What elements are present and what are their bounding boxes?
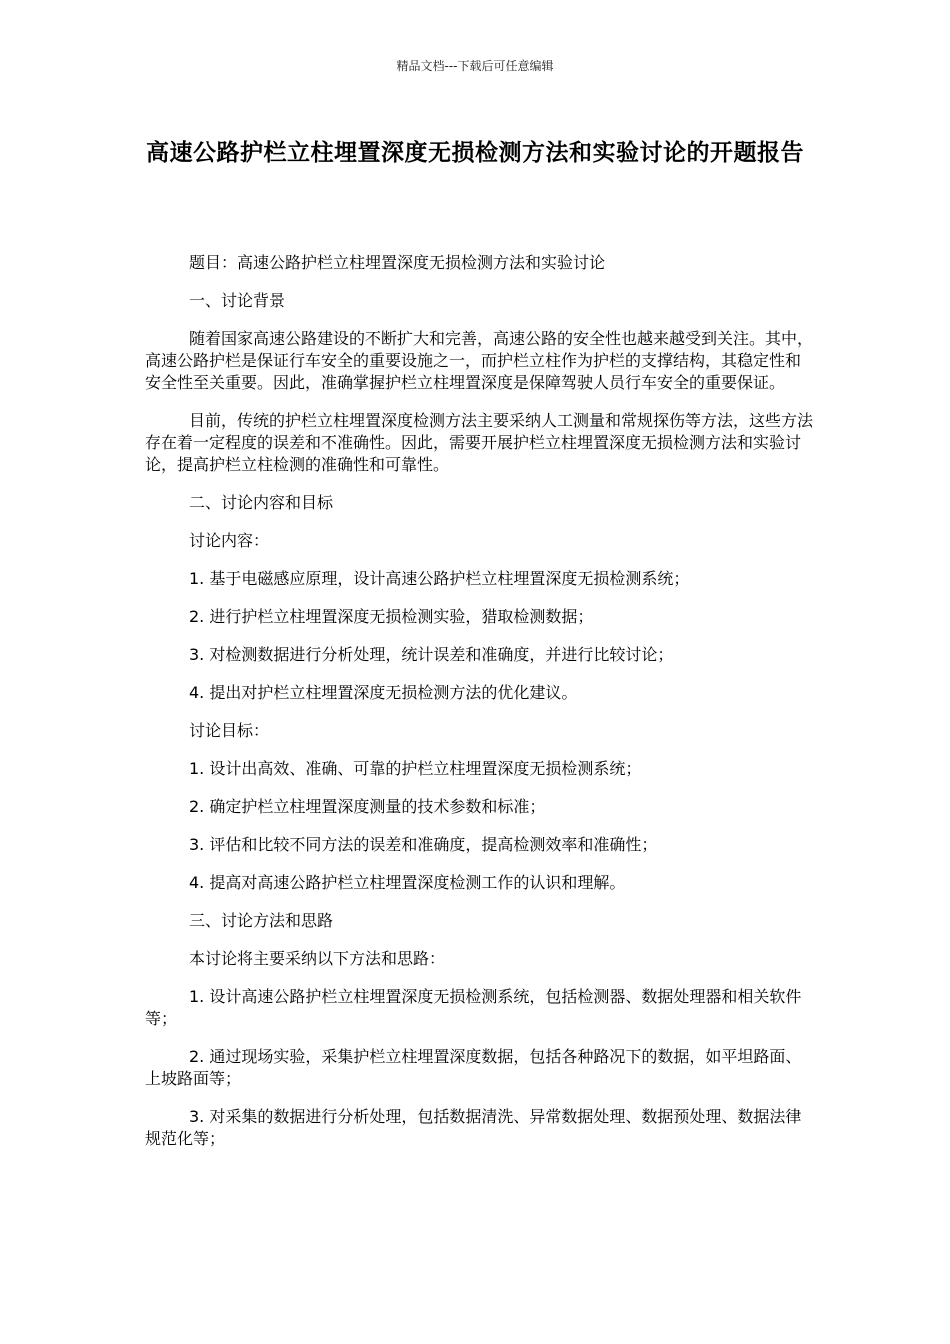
background-paragraph-2: 目前，传统的护栏立柱埋置深度检测方法主要采纳人工测量和常规探伤等方法，这些方法存在着一定程度的误差和不准确性。因此，需要开展护栏立柱埋置深度无损检测方法和实验讨论，提高护栏立柱检测的准确性和可靠性。 xyxy=(145,411,814,474)
section-heading-methods: 三、讨论方法和思路 xyxy=(189,911,334,930)
section-heading-content-goals: 二、讨论内容和目标 xyxy=(189,493,334,512)
goals-label: 讨论目标： xyxy=(189,721,270,740)
content-label: 讨论内容： xyxy=(189,531,270,550)
topic-line: 题目：高速公路护栏立柱埋置深度无损检测方法和实验讨论 xyxy=(189,253,606,272)
goal-item-4: 4. 提高对高速公路护栏立柱埋置深度检测工作的认识和理解。 xyxy=(189,873,626,892)
method-item-3: 3. 对采集的数据进行分析处理，包括数据清洗、异常数据处理、数据预处理、数据法律规范化等； xyxy=(145,1107,802,1148)
document-body xyxy=(145,252,815,1166)
method-item-1: 1. 设计高速公路护栏立柱埋置深度无损检测系统，包括检测器、数据处理器和相关软件等； xyxy=(145,987,802,1028)
background-paragraph-1: 随着国家高速公路建设的不断扩大和完善，高速公路的安全性也越来越受到关注。其中，高速公路护栏是保证行车安全的重要设施之一，而护栏立柱作为护栏的支撑结构，其稳定性和安全性至关重要。因此，准确掌握护栏立柱埋置深度是保障驾驶人员行车安全的重要保证。 xyxy=(145,329,814,392)
section-heading-background: 一、讨论背景 xyxy=(189,291,286,310)
goal-item-3: 3. 评估和比较不同方法的误差和准确度，提高检测效率和准确性； xyxy=(189,835,658,854)
page-header: 精品文档---下载后可任意编辑 xyxy=(396,59,554,73)
goal-item-1: 1. 设计出高效、准确、可靠的护栏立柱埋置深度无损检测系统； xyxy=(189,759,642,778)
content-item-1: 1. 基于电磁感应原理，设计高速公路护栏立柱埋置深度无损检测系统； xyxy=(189,569,690,588)
goal-item-2: 2. 确定护栏立柱埋置深度测量的技术参数和标准； xyxy=(189,797,546,816)
document-title: 高速公路护栏立柱埋置深度无损检测方法和实验讨论的开题报告 xyxy=(146,140,804,166)
content-item-3: 3. 对检测数据进行分析处理，统计误差和准确度，并进行比较讨论； xyxy=(189,645,674,664)
methods-intro: 本讨论将主要采纳以下方法和思路： xyxy=(189,949,446,968)
content-item-2: 2. 进行护栏立柱埋置深度无损检测实验，猎取检测数据； xyxy=(189,607,594,626)
method-item-2: 2. 通过现场实验，采集护栏立柱埋置深度数据，包括各种路况下的数据，如平坦路面、上坡路面等； xyxy=(145,1047,802,1088)
content-item-4: 4. 提出对护栏立柱埋置深度无损检测方法的优化建议。 xyxy=(189,683,578,702)
